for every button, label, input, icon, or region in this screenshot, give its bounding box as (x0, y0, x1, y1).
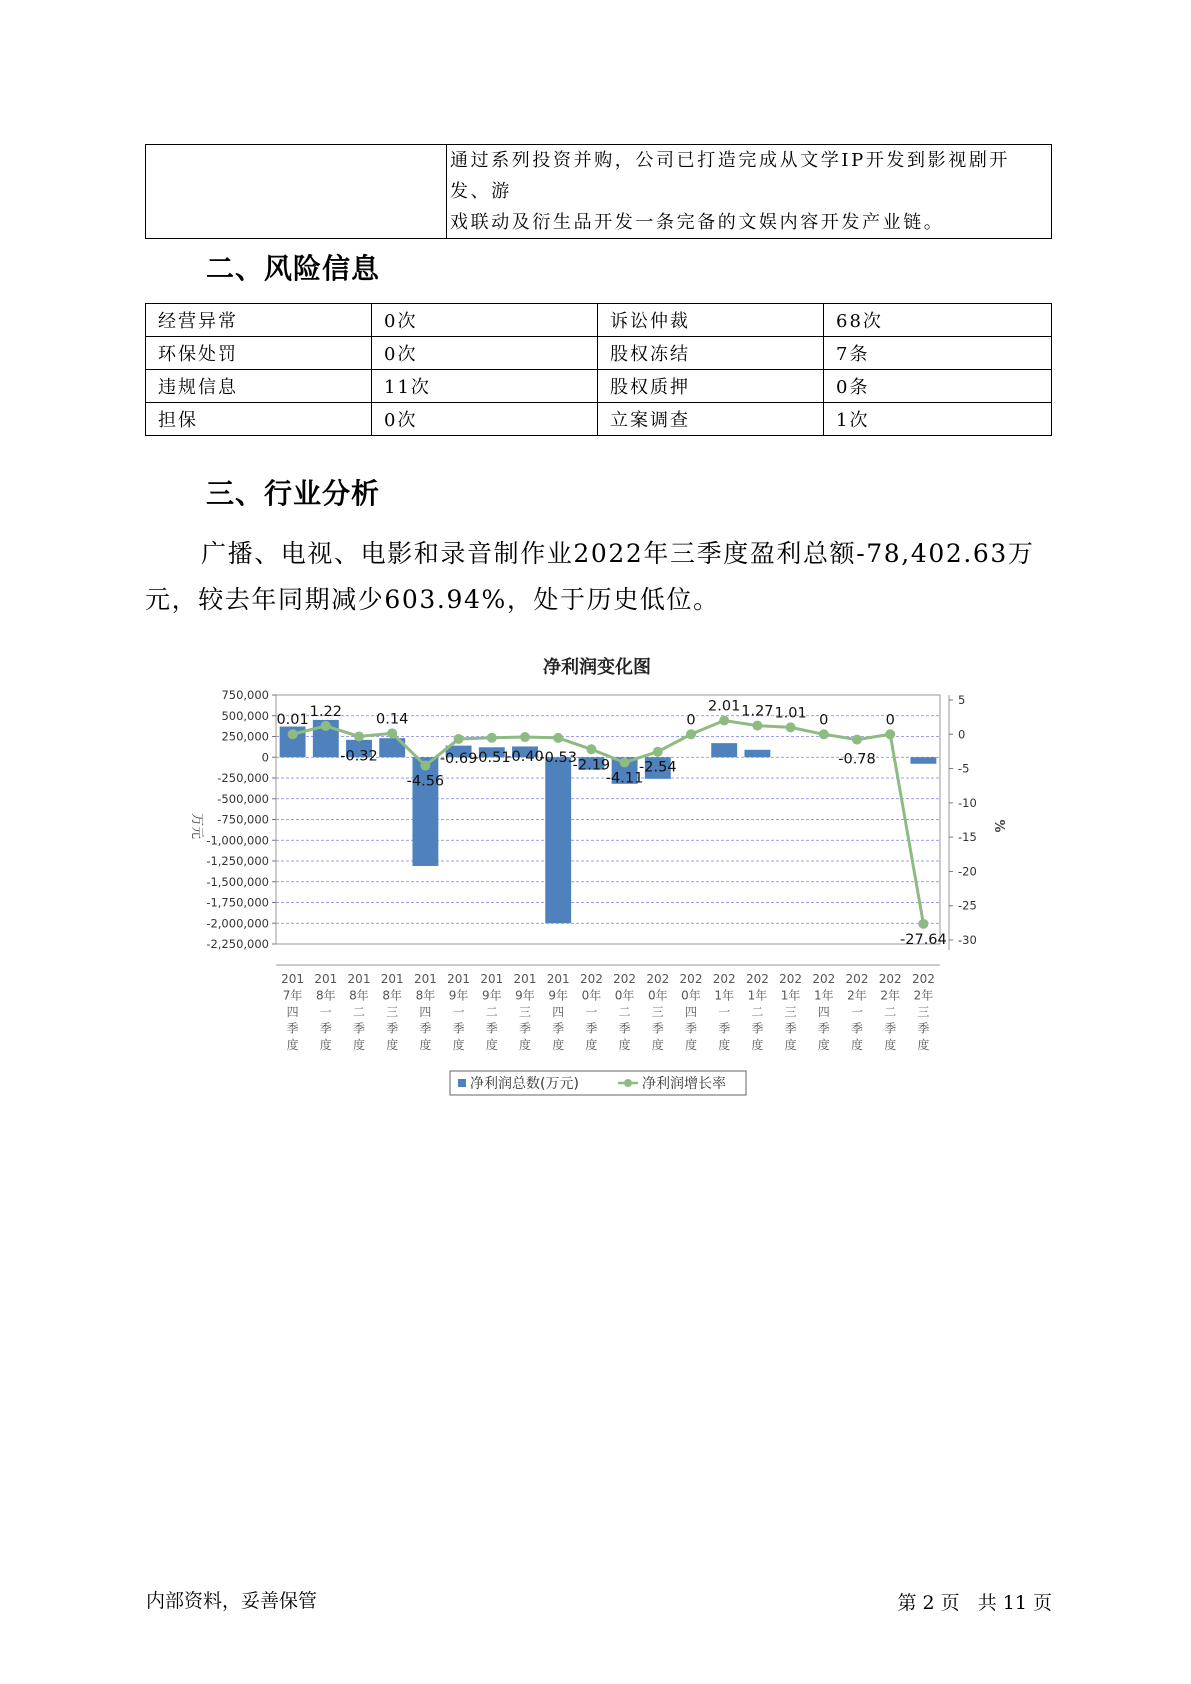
y-tick-label: -1,750,000 (206, 895, 269, 910)
x-tick-label: 2年 (880, 988, 901, 1003)
point-label: -0.40 (506, 749, 544, 766)
chart-bars (280, 720, 937, 923)
risk-value: 0次 (372, 304, 598, 337)
x-tick-label: 季 (352, 1021, 366, 1036)
x-tick-label: 201 (380, 972, 404, 986)
growth-rate-point (918, 919, 928, 929)
x-tick-label: 1年 (813, 988, 834, 1003)
growth-rate-point (354, 731, 364, 741)
x-tick-label: 0年 (647, 988, 668, 1003)
x-tick-label: 二 (485, 1005, 498, 1019)
point-label: 1.22 (309, 703, 342, 720)
x-tick-label: 季 (319, 1021, 332, 1036)
y-tick-label: -1,500,000 (206, 874, 269, 889)
x-tick-label: 季 (618, 1021, 631, 1036)
x-tick-label: 1年 (780, 988, 801, 1003)
x-tick-label: 8年 (415, 988, 436, 1003)
y-tick-label: -2,250,000 (206, 937, 269, 951)
x-tick-label: 1年 (714, 988, 735, 1003)
x-tick-label: 度 (817, 1038, 830, 1052)
growth-rate-point (852, 735, 862, 745)
risk-label: 担保 (146, 403, 372, 436)
x-tick-label: 度 (618, 1038, 631, 1052)
x-tick-label: 二 (751, 1005, 764, 1019)
x-tick-label: 四 (419, 1005, 432, 1019)
x-tick-label: 季 (884, 1021, 897, 1036)
point-label: -4.56 (406, 773, 445, 790)
risk-value: 7条 (824, 337, 1052, 370)
risk-value: 68次 (824, 304, 1052, 337)
x-tick-label: 度 (585, 1038, 598, 1052)
x-tick-label: 季 (817, 1021, 830, 1036)
x-tick-label: 季 (718, 1021, 731, 1036)
x-tick-label: 度 (917, 1038, 930, 1052)
x-tick-label: 三 (518, 1005, 532, 1019)
x-tick-label: 三 (386, 1005, 399, 1019)
x-tick-label: 7年 (282, 988, 303, 1003)
y-tick-label: 250,000 (221, 729, 269, 744)
y2-tick-label: -20 (958, 864, 977, 879)
point-label: -0.32 (340, 748, 378, 765)
risk-value: 0条 (824, 370, 1052, 403)
x-tick-label: 202 (845, 972, 869, 986)
point-label: -0.53 (539, 749, 577, 766)
point-label: 0 (819, 712, 829, 729)
x-tick-label: 三 (784, 1005, 797, 1019)
x-tick-label: 9年 (481, 988, 502, 1003)
x-tick-label: 8年 (382, 988, 403, 1003)
point-label: 0.14 (376, 711, 409, 728)
x-tick-label: 季 (386, 1021, 399, 1036)
legend-line-label: 净利润增长率 (642, 1076, 726, 1092)
x-tick-label: 8年 (315, 988, 336, 1003)
x-tick-label: 202 (679, 972, 703, 986)
x-tick-label: 201 (447, 972, 471, 986)
growth-rate-point (454, 734, 464, 744)
x-tick-label: 季 (452, 1021, 465, 1036)
x-tick-label: 四 (817, 1005, 830, 1019)
legend-bar-label: 净利润总数(万元) (470, 1076, 579, 1092)
profit-bar (744, 750, 770, 757)
x-tick-label: 202 (579, 972, 603, 986)
x-tick-label: 度 (684, 1038, 698, 1052)
growth-rate-point (387, 728, 397, 738)
x-tick-label: 一 (850, 1005, 864, 1019)
intro-line-2: 戏联动及衍生品开发一条完备的文娱内容开发产业链。 (450, 212, 945, 233)
y2-tick-label: -5 (958, 761, 970, 776)
x-tick-label: 四 (684, 1005, 698, 1019)
x-tick-label: 202 (878, 972, 902, 986)
x-tick-label: 四 (286, 1005, 299, 1019)
point-label: 0 (686, 712, 696, 729)
growth-rate-point (752, 721, 762, 731)
profit-bar (910, 757, 936, 764)
y2-tick-label: 0 (958, 727, 966, 742)
x-tick-label: 2年 (913, 988, 934, 1003)
x-tick-label: 季 (917, 1021, 930, 1036)
chart-title: 净利润变化图 (543, 657, 651, 678)
growth-rate-point (653, 747, 663, 757)
growth-rate-point (786, 722, 796, 732)
point-label: 0.01 (276, 712, 309, 729)
x-tick-label: 202 (779, 972, 803, 986)
x-tick-label: 季 (850, 1021, 864, 1036)
point-label: 2.01 (708, 698, 741, 715)
x-tick-label: 201 (281, 972, 305, 986)
x-tick-label: 度 (751, 1038, 764, 1052)
risk-value: 11次 (372, 370, 598, 403)
growth-rate-point (520, 732, 530, 742)
growth-rate-point (487, 733, 497, 743)
profit-bar (711, 743, 737, 757)
growth-rate-point (819, 729, 829, 739)
y-tick-label: -250,000 (217, 771, 269, 785)
x-tick-label: 202 (812, 972, 836, 986)
x-tick-label: 季 (419, 1021, 432, 1036)
y-tick-label: -750,000 (217, 812, 269, 827)
x-tick-label: 度 (784, 1038, 797, 1052)
x-tick-label: 202 (911, 972, 935, 986)
point-label: -2.54 (639, 759, 677, 776)
y2-tick-label: 5 (958, 693, 966, 707)
x-tick-label: 201 (347, 972, 371, 986)
x-tick-label: 一 (319, 1005, 332, 1019)
x-tick-label: 201 (314, 972, 338, 986)
risk-label: 立案调查 (598, 403, 824, 436)
x-tick-label: 1年 (747, 988, 768, 1003)
x-tick-label: 9年 (548, 988, 569, 1003)
chart-y-axis-label: 万元 (189, 812, 204, 840)
point-label: 1.01 (774, 705, 807, 722)
x-tick-label: 季 (552, 1021, 565, 1036)
x-tick-label: 四 (552, 1005, 565, 1019)
x-tick-label: 一 (585, 1005, 598, 1019)
intro-line-1: 通过系列投资并购，公司已打造完成从文学IP开发到影视剧开发、游 (450, 150, 1011, 202)
risk-label: 环保处罚 (146, 337, 372, 370)
x-tick-label: 度 (552, 1038, 565, 1052)
x-tick-label: 季 (651, 1021, 664, 1036)
x-tick-label: 一 (718, 1005, 731, 1019)
x-tick-label: 9年 (515, 988, 535, 1003)
x-tick-label: 季 (684, 1021, 698, 1036)
risk-value: 0次 (372, 337, 598, 370)
growth-rate-point (719, 716, 729, 726)
y-tick-label: -1,000,000 (206, 833, 269, 848)
chart-legend (450, 1071, 746, 1095)
y2-tick-label: -30 (958, 933, 977, 947)
growth-rate-point (586, 744, 596, 754)
y-tick-label: 0 (261, 750, 269, 765)
x-tick-label: 季 (784, 1021, 797, 1036)
y-tick-label: -500,000 (217, 791, 269, 806)
x-tick-label: 一 (452, 1005, 465, 1019)
x-tick-label: 度 (386, 1038, 399, 1052)
industry-para-line-1: 广播、电视、电影和录音制作业2022年三季度盈利总额-78,402.63万 (201, 539, 1035, 568)
risk-label: 违规信息 (146, 370, 372, 403)
x-tick-label: 度 (651, 1038, 664, 1052)
x-tick-label: 201 (513, 972, 537, 986)
x-tick-label: 三 (651, 1005, 664, 1019)
growth-rate-point (686, 729, 696, 739)
x-tick-label: 季 (751, 1021, 764, 1036)
risk-value: 1次 (824, 403, 1052, 436)
y2-tick-label: -25 (958, 898, 977, 913)
x-tick-label: 202 (613, 972, 637, 986)
risk-label: 诉讼仲裁 (598, 304, 824, 337)
legend-bar-swatch (458, 1079, 466, 1087)
y-tick-label: -1,250,000 (206, 854, 269, 868)
x-tick-label: 0年 (614, 988, 635, 1003)
x-tick-label: 季 (585, 1021, 598, 1036)
risk-label: 经营异常 (146, 304, 372, 337)
x-tick-label: 9年 (448, 988, 469, 1003)
point-label: -27.64 (900, 931, 947, 948)
point-label: -4.11 (605, 770, 644, 787)
risk-label: 股权质押 (598, 370, 824, 403)
legend-line-marker (624, 1079, 632, 1087)
x-tick-label: 度 (286, 1038, 299, 1052)
point-label: 0 (885, 712, 895, 729)
x-tick-label: 度 (718, 1038, 731, 1052)
x-tick-label: 度 (485, 1038, 498, 1052)
x-tick-label: 201 (546, 972, 570, 986)
profit-bar (545, 757, 571, 923)
y-tick-label: 500,000 (221, 708, 269, 723)
x-tick-label: 二 (618, 1005, 631, 1019)
point-label: -0.69 (439, 751, 478, 768)
x-tick-label: 二 (352, 1005, 366, 1019)
x-tick-label: 2年 (847, 988, 867, 1003)
chart-y2-axis-label: % (991, 819, 1006, 833)
risk-heading: 二、风险信息 (206, 252, 381, 285)
x-tick-label: 度 (419, 1038, 432, 1052)
growth-rate-point (321, 721, 331, 731)
industry-para-line-2: 元，较去年同期减少603.94%，处于历史低位。 (145, 585, 720, 614)
x-tick-label: 8年 (349, 988, 369, 1003)
x-tick-label: 0年 (681, 988, 701, 1003)
x-tick-label: 二 (884, 1005, 897, 1019)
footer-page-number: 第 2 页 共 11 页 (897, 1592, 1052, 1614)
growth-rate-point (620, 757, 630, 767)
growth-rate-point (420, 761, 430, 771)
x-tick-label: 季 (485, 1021, 498, 1036)
x-tick-label: 201 (480, 972, 504, 986)
point-label: 1.27 (741, 703, 774, 720)
x-tick-label: 季 (518, 1021, 532, 1036)
x-tick-label: 0年 (581, 988, 602, 1003)
point-label: -0.51 (473, 749, 511, 766)
y2-tick-label: -15 (958, 830, 977, 845)
y2-tick-label: -10 (958, 795, 977, 810)
point-label: -0.78 (838, 751, 876, 768)
x-tick-label: 度 (884, 1038, 897, 1052)
x-tick-label: 三 (917, 1005, 930, 1019)
risk-label: 股权冻结 (598, 337, 824, 370)
x-tick-label: 度 (850, 1038, 864, 1052)
footer-confidential: 内部资料，妥善保管 (146, 1590, 318, 1612)
x-tick-label: 202 (646, 972, 670, 986)
industry-heading: 三、行业分析 (206, 477, 381, 510)
point-label: -2.19 (572, 757, 611, 774)
y-tick-label: -2,000,000 (206, 916, 269, 931)
growth-rate-point (288, 729, 298, 739)
x-tick-label: 度 (518, 1038, 532, 1052)
chart-grid (276, 695, 940, 944)
y-tick-label: 750,000 (221, 688, 269, 702)
growth-rate-point (553, 733, 563, 743)
x-tick-label: 度 (319, 1038, 332, 1052)
x-tick-label: 季 (286, 1021, 299, 1036)
growth-rate-point (885, 729, 895, 739)
x-tick-label: 度 (352, 1038, 366, 1052)
risk-value: 0次 (372, 403, 598, 436)
x-tick-label: 202 (712, 972, 736, 986)
x-tick-label: 度 (452, 1038, 465, 1052)
x-tick-label: 202 (745, 972, 769, 986)
x-tick-label: 201 (413, 972, 437, 986)
